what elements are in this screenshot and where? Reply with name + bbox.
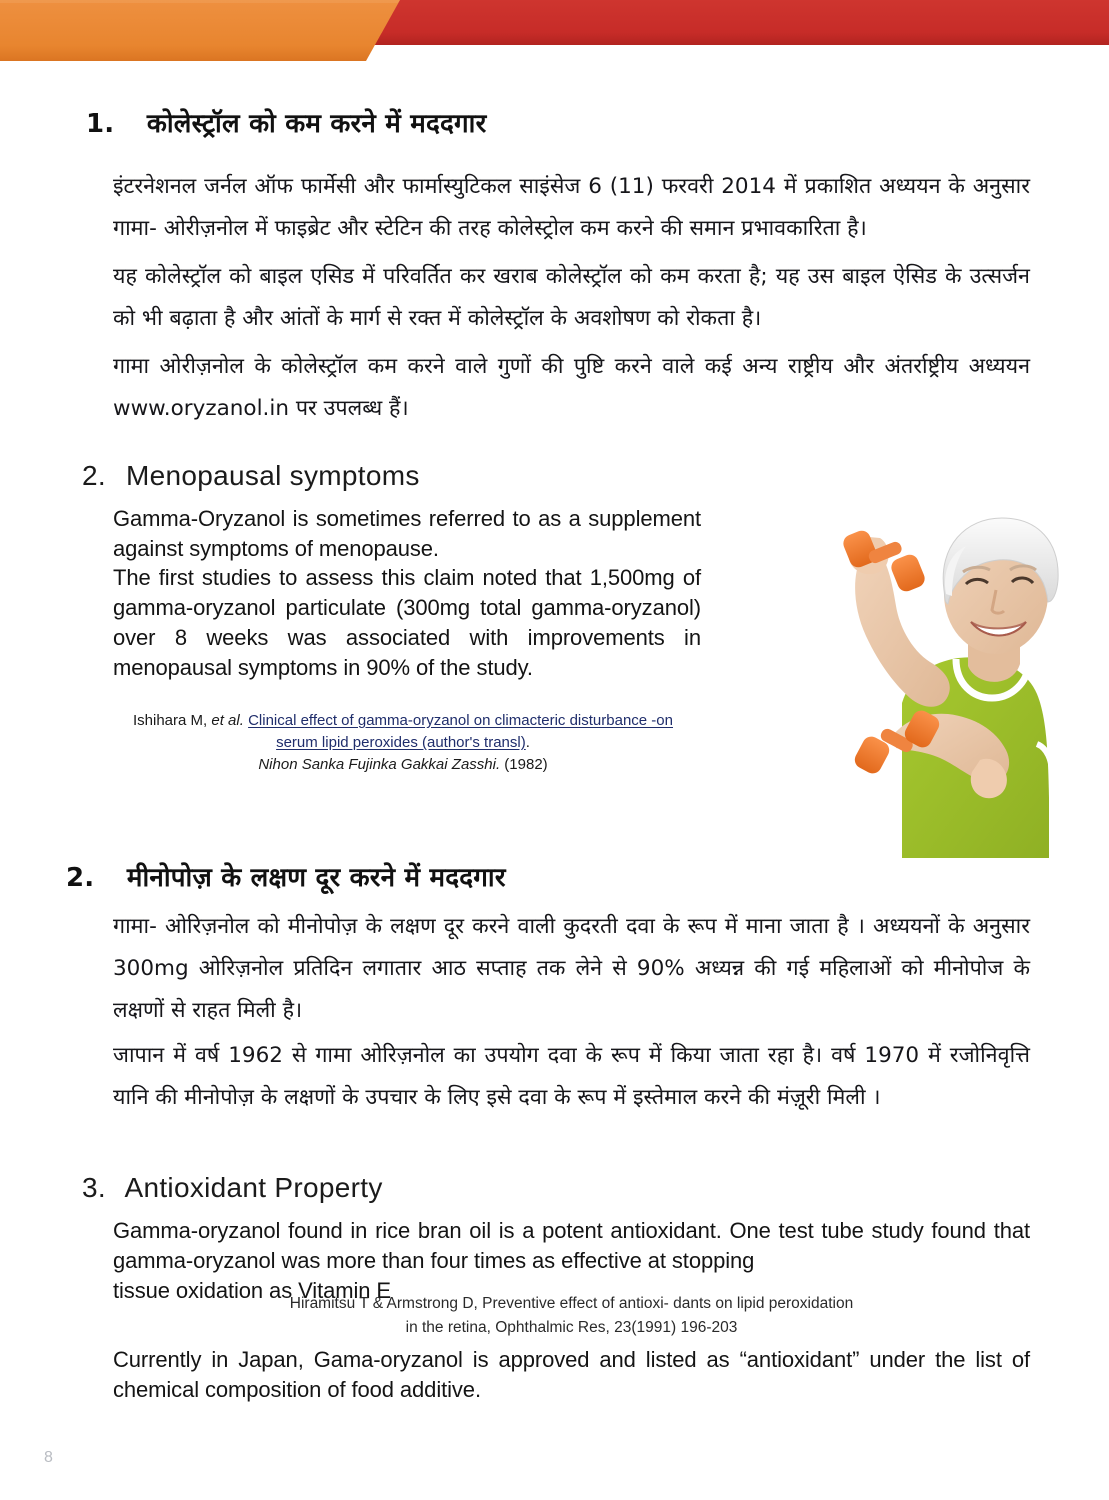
section-2-heading-text: Menopausal symptoms — [126, 460, 420, 491]
page-number: 8 — [44, 1449, 53, 1466]
citation-title-link[interactable]: Clinical effect of gamma-oryzanol on climacteric disturbance -on serum lipid peroxides (author's transl) — [248, 712, 673, 751]
section-4-citation — [113, 1292, 1030, 1340]
section-2-paragraph-1: Gamma-Oryzanol is sometimes referred to as a supplement against symptoms of menopause. — [113, 506, 701, 561]
citation-line-2: in the retina, Ophthalmic Res, 23(1991) 196-203 — [405, 1319, 738, 1336]
section-1-paragraph-1: इंटरनेशनल जर्नल ऑफ फार्मेसी और फार्मास्युटिकल साइंसेज 6 (11) फरवरी 2014 में प्रकाशित अध्ययन के अनुसार गामा- ओरीज़नोल में फाइब्रेट और स्टेटिन की तरह कोलेस्ट्रोल कम करने की समान प्रभावकारिता है। — [113, 174, 1030, 241]
section-1-paragraph-2: यह कोलेस्ट्रॉल को बाइल एसिड में परिवर्तित कर खराब कोलेस्ट्रॉल को कम करता है; यह उस बाइल ऐसिड के उत्सर्जन को भी बढ़ाता है और आंतों के मार्ग से रक्त में कोलेस्ट्रॉल के अवशोषण को रोकता है। — [113, 264, 1030, 331]
section-4-paragraph-1: Gamma-oryzanol found in rice bran oil is a potent antioxidant. One test tube study found that gamma-oryzanol was more than four times as effective at stopping — [113, 1218, 1030, 1273]
citation-journal: Nihon Sanka Fujinka Gakkai Zasshi. — [258, 756, 501, 773]
section-1-heading — [86, 108, 486, 141]
banner-orange-shape — [0, 0, 400, 61]
section-3-paragraph-2: जापान में वर्ष 1962 से गामा ओरिज़नोल का उपयोग दवा के रूप में किया जाता रहा है। वर्ष 1970 में रजोनिवृत्ति यानि की मीनोपोज़ के लक्षणों के उपचार के लिए इसे दवा के रूप में इस्तेमाल करने की मंज़ूरी मिली । — [113, 1043, 1030, 1110]
section-3-heading — [66, 862, 506, 895]
section-2-number: 2. — [82, 460, 106, 491]
section-3-number: 2. — [66, 863, 95, 893]
section-1-number: 1. — [86, 109, 115, 139]
section-3-heading-text: मीनोपोज़ के लक्षण दूर करने में मददगार — [126, 863, 506, 893]
section-3-paragraph-1: गामा- ओरिज़नोल को मीनोपोज़ के लक्षण दूर करने वाली कुदरती दवा के रूप में माना जाता है । अध्ययनों के अनुसार 300mg ओरिज़नोल प्रतिदिन लगातार आठ सप्ताह तक लेने से 90% अध्यन्न की गई महिलाओं को मीनोपोज के लक्षणों से राहत मिली है। — [113, 914, 1030, 1023]
section-4-number: 3. — [82, 1172, 106, 1203]
section-4-heading-text: Antioxidant Property — [124, 1172, 383, 1203]
section-2-heading — [82, 460, 420, 492]
page-banner — [0, 0, 1109, 64]
section-4-paragraph-2: tissue oxidation as Vitamin E — [113, 1278, 391, 1303]
section-4-paragraph-3: Currently in Japan, Gama-oryzanol is approved and listed as “antioxidant” under the list of chemical composition of food additive. — [113, 1347, 1030, 1402]
section-1-heading-text: कोलेस्ट्रॉल को कम करने में मददगार — [146, 109, 487, 139]
banner-red-shape — [363, 0, 1109, 45]
citation-line-1: Hiramitsu T & Armstrong D, Preventive effect of antioxi- dants on lipid peroxidation — [289, 1295, 854, 1312]
citation-etal: et al. — [211, 712, 244, 729]
section-2-paragraph-2: The first studies to assess this claim noted that 1,500mg of gamma-oryzanol particulate (300mg total gamma-oryzanol) over 8 weeks was associated with improvements in menopausal symptoms in 90% of the study. — [113, 565, 701, 680]
section-4-heading — [82, 1172, 383, 1204]
senior-woman-dumbbell-photo — [806, 498, 1071, 858]
section-2-citation: Ishihara M, et al. Clinical effect of gamma-oryzanol on climacteric disturbance -on serum lipid peroxides (author's transl). Nihon Sanka Fujinka Gakkai Zasshi. (1982) — [133, 712, 673, 773]
section-1-paragraph-3: गामा ओरीज़नोल के कोलेस्ट्रॉल कम करने वाले गुणों की पुष्टि करने वाले कई अन्य राष्ट्रीय और अंतर्राष्ट्रीय अध्ययन www.oryzanol.in पर उपलब्ध हैं। — [113, 354, 1030, 421]
citation-authors: Ishihara M, — [133, 712, 212, 729]
citation-year: (1982) — [504, 756, 548, 773]
